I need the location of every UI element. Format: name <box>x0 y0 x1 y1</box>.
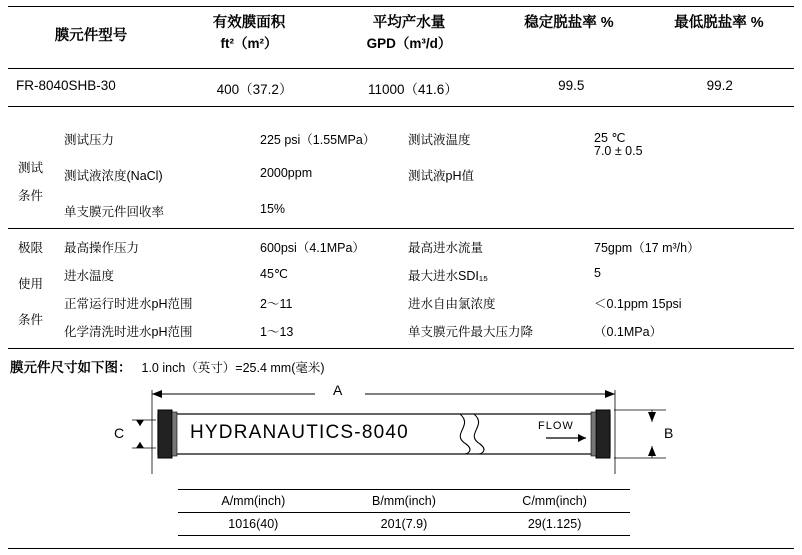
test-conditions-row <box>64 144 794 184</box>
limit-key-ph-cleaning: 化学清洗时进水pH范围 <box>64 325 193 339</box>
dim-table-value-row <box>178 513 630 535</box>
limit-value-feed-temp: 45℃ <box>260 267 288 281</box>
limit-value-max-pressure: 600psi（4.1MPa） <box>260 241 365 255</box>
spec-table-header <box>8 12 794 60</box>
membrane-element-drawing <box>70 382 710 482</box>
cell-area: 400（37.2） <box>216 82 293 97</box>
header-flow-label: 平均产水量 <box>372 15 446 31</box>
test-conditions-row <box>64 202 794 220</box>
dim-value-b: 201(7.9) <box>380 517 428 531</box>
spec-header-bottom-rule <box>8 68 794 69</box>
header-flow-unit: GPD（m³/d） <box>366 36 452 52</box>
header-min-rejection <box>644 12 794 60</box>
header-flow <box>324 12 494 60</box>
limit-key-feed-temp: 进水温度 <box>64 269 115 283</box>
test-value-pressure: 225 psi（1.55MPa） <box>260 133 376 147</box>
dimension-note <box>10 356 325 376</box>
table-top-rule <box>8 6 794 7</box>
limit-value-max-pressure-drop: （0.1MPa） <box>594 325 663 339</box>
test-key-recovery: 单支膜元件回收率 <box>64 205 165 219</box>
test-conditions-bottom-rule <box>8 228 794 229</box>
spec-table-row <box>8 78 794 98</box>
test-conditions-label-1: 测试 <box>18 161 44 175</box>
limit-key-ph-normal: 正常运行时进水pH范围 <box>64 297 193 311</box>
test-key-blank <box>408 202 594 220</box>
dimension-table <box>178 489 630 536</box>
cell-stable-rejection: 99.5 <box>558 78 585 93</box>
test-key-temperature: 测试液温度 <box>408 133 471 147</box>
header-stable-rejection-label: 稳定脱盐率 % <box>524 15 614 31</box>
limit-conditions-row <box>64 266 794 284</box>
drawing-label-c: C <box>114 425 125 441</box>
drawing-product-label: HYDRANAUTICS-8040 <box>190 422 409 443</box>
test-conditions-block <box>8 118 794 218</box>
dim-header-b: B/mm(inch) <box>372 494 436 508</box>
limit-key-max-pressure: 最高操作压力 <box>64 241 140 255</box>
cell-min-rejection: 99.2 <box>706 78 733 93</box>
limit-key-max-pressure-drop: 单支膜元件最大压力降 <box>408 325 534 339</box>
limit-key-max-sdi: 最大进水SDI₁₅ <box>408 269 489 283</box>
limit-conditions-bottom-rule <box>8 348 794 349</box>
header-stable-rejection <box>494 12 644 60</box>
test-key-pressure: 测试压力 <box>64 133 115 147</box>
limit-value-free-chlorine: ＜0.1ppm 15psi <box>594 297 682 311</box>
limit-conditions-row <box>64 294 794 312</box>
header-area-unit: ft²（m²） <box>220 36 278 52</box>
limit-value-max-sdi: 5 <box>594 266 601 280</box>
test-value-ph: 7.0 ± 0.5 <box>594 144 643 158</box>
header-model <box>8 12 174 60</box>
dim-header-a: A/mm(inch) <box>221 494 286 508</box>
limit-value-ph-cleaning: 1～13 <box>260 325 294 339</box>
limit-key-max-feed-flow: 最高进水流量 <box>408 241 484 255</box>
dim-value-c: 29(1.125) <box>527 517 582 531</box>
dim-table-bottom-rule <box>178 535 630 536</box>
test-value-concentration: 2000ppm <box>260 166 313 180</box>
spec-row-bottom-rule <box>8 106 794 107</box>
header-area-label: 有效膜面积 <box>212 15 286 31</box>
limit-conditions-label-3: 条件 <box>18 313 44 327</box>
test-conditions-label-2: 条件 <box>18 189 44 203</box>
dim-header-c: C/mm(inch) <box>522 494 587 508</box>
cell-model: FR-8040SHB-30 <box>16 78 116 93</box>
drawing-label-b: B <box>664 425 674 441</box>
limit-conditions-row <box>64 322 794 340</box>
limit-conditions-label-1: 极限 <box>18 241 44 255</box>
test-value-recovery: 15% <box>260 202 286 216</box>
dim-value-a: 1016(40) <box>228 517 279 531</box>
test-key-ph: 测试液pH值 <box>408 169 474 183</box>
cell-flow: 11000（41.6） <box>368 82 458 97</box>
header-min-rejection-label: 最低脱盐率 % <box>674 15 764 31</box>
drawing-flow-label: FLOW <box>538 420 574 432</box>
header-area <box>174 12 324 60</box>
limit-key-free-chlorine: 进水自由氯浓度 <box>408 297 496 311</box>
limit-value-ph-normal: 2～11 <box>260 297 293 311</box>
test-value-temperature: 25 ℃ <box>594 131 626 145</box>
test-value-blank <box>594 202 794 220</box>
test-key-concentration: 测试液浓度(NaCl) <box>64 169 163 183</box>
page-footer-rule <box>8 548 794 549</box>
limit-conditions-block <box>8 236 794 346</box>
drawing-label-a: A <box>333 382 343 398</box>
limit-conditions-row <box>64 238 794 256</box>
limit-conditions-label-2: 使用 <box>18 277 44 291</box>
limit-value-max-feed-flow: 75gpm（17 m³/h） <box>594 241 700 255</box>
dim-table-header-row <box>178 490 630 512</box>
header-model-label: 膜元件型号 <box>54 27 128 44</box>
dimension-note-text: 1.0 inch（英寸）=25.4 mm(毫米) <box>141 361 325 375</box>
dimension-note-title: 膜元件尺寸如下图： <box>10 360 132 375</box>
